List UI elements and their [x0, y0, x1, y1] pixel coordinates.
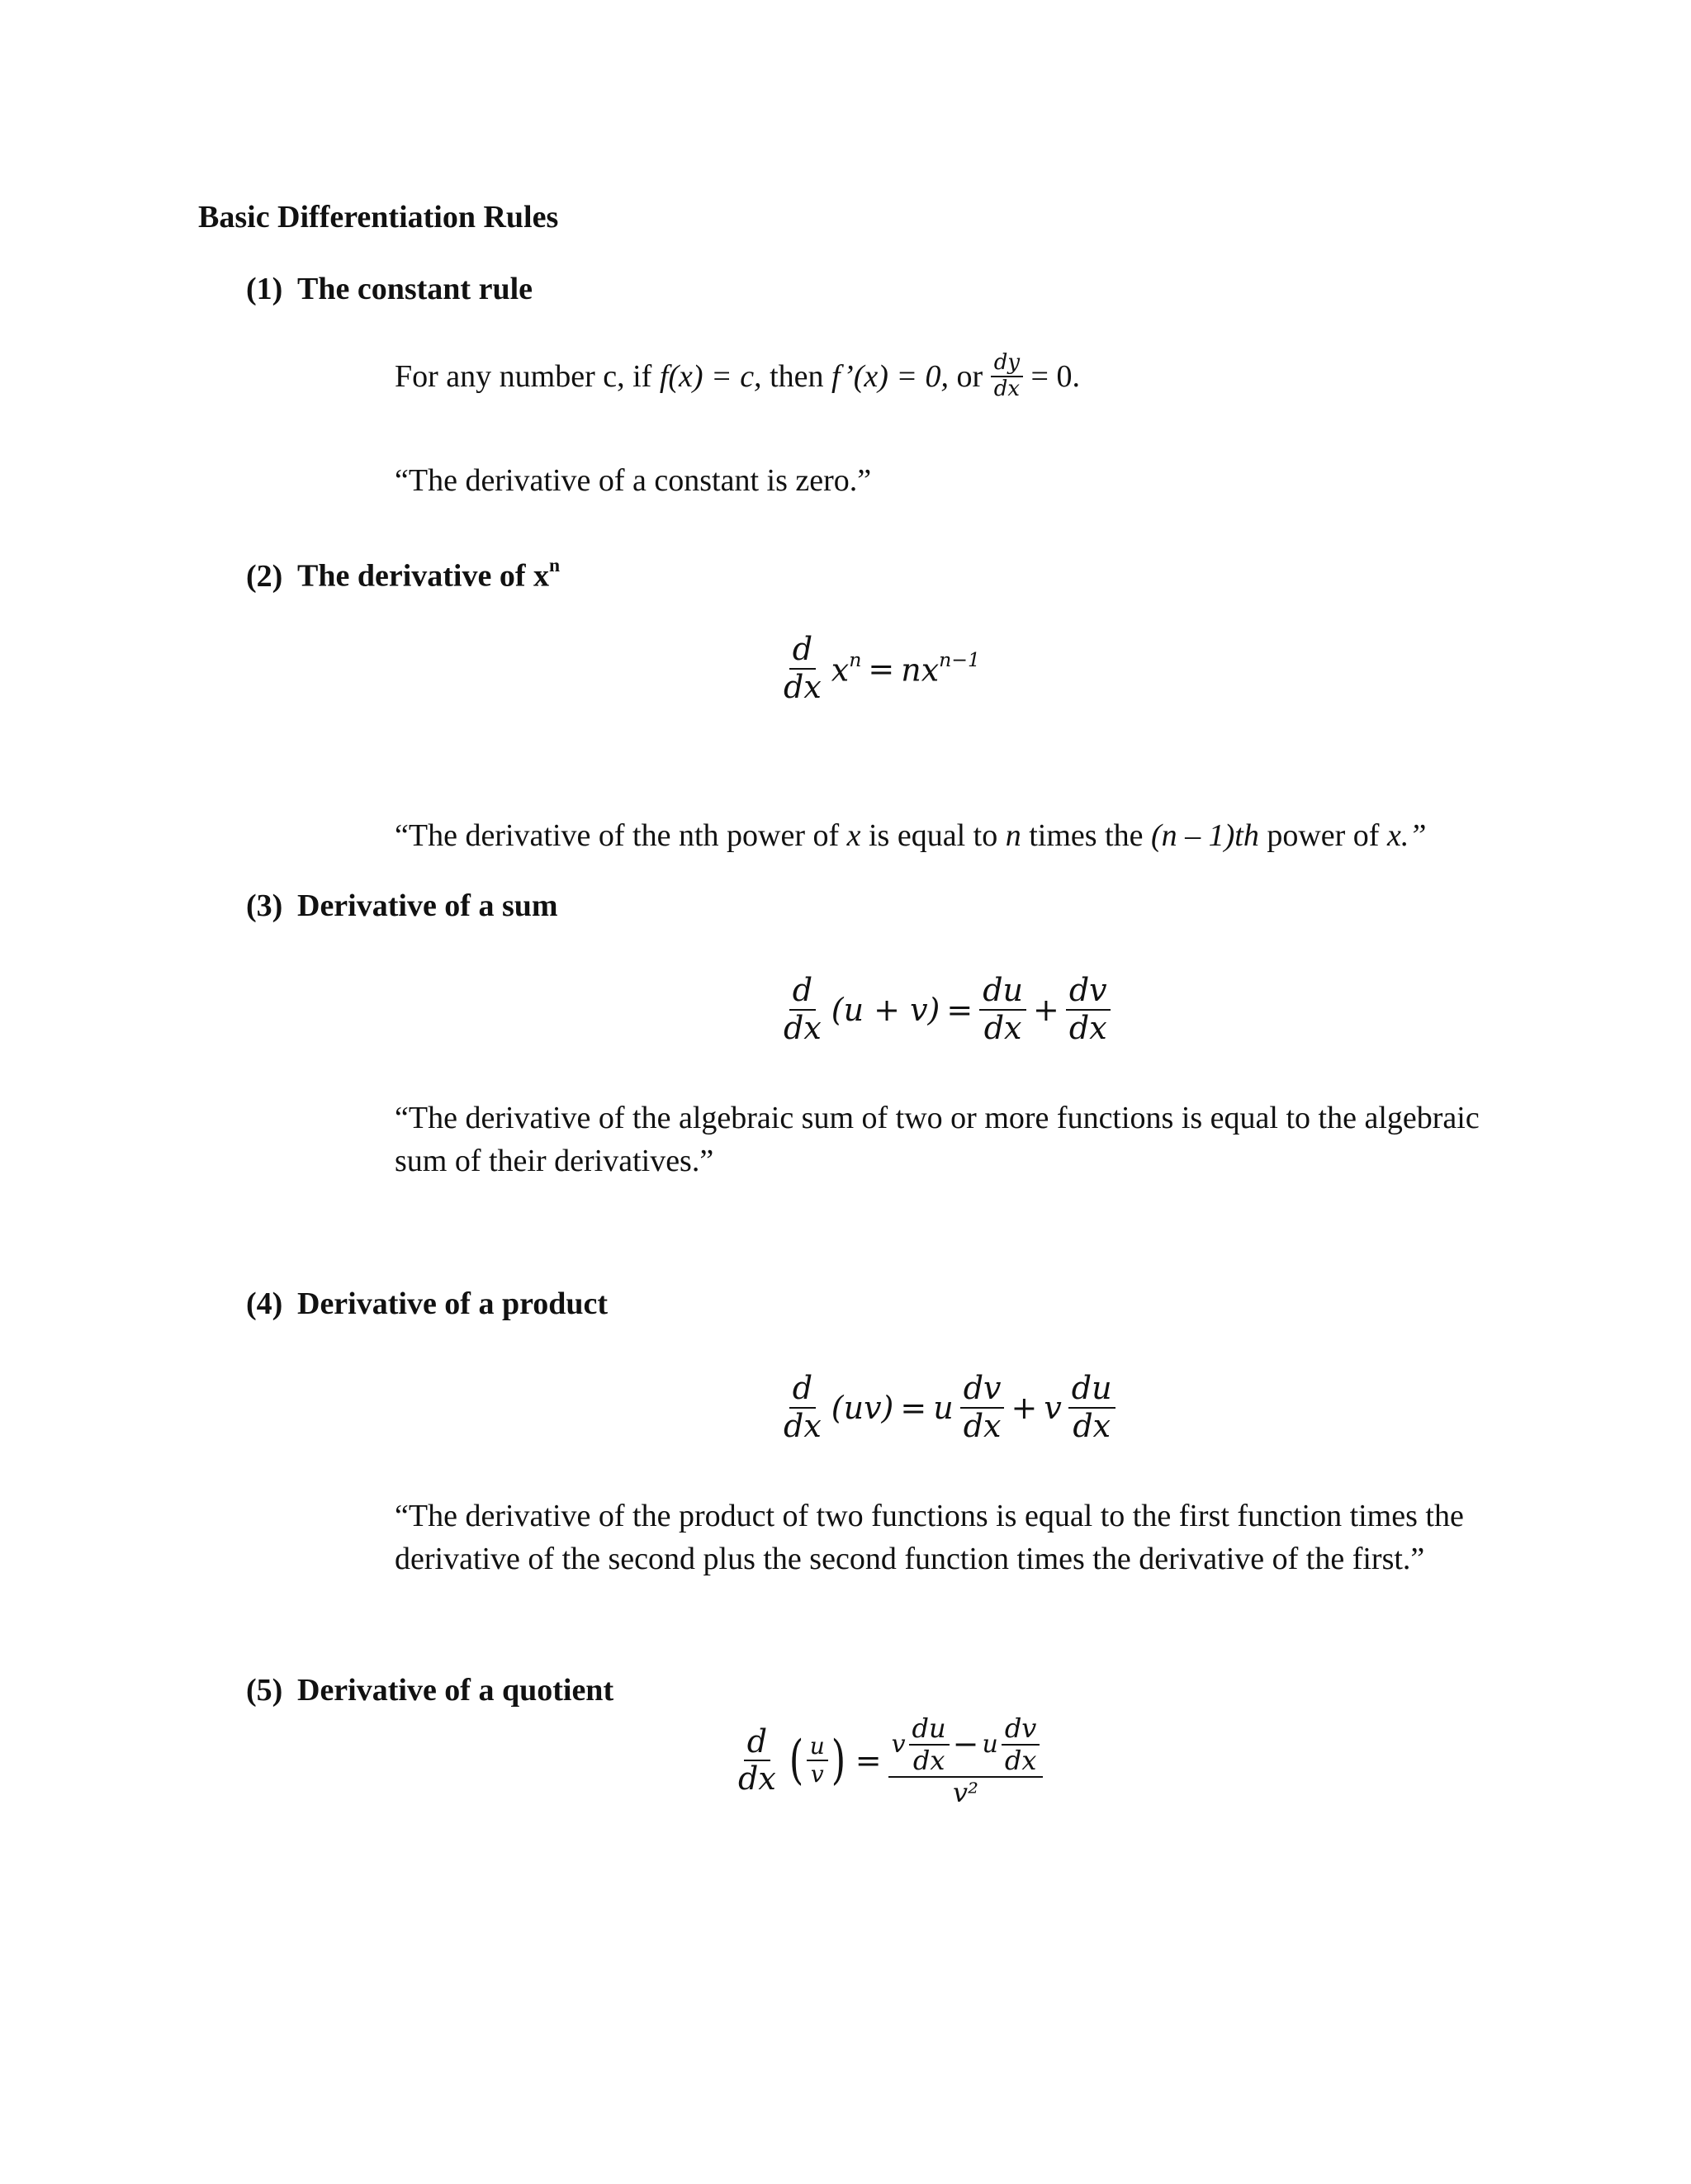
statement-eq-zero: = 0, — [888, 358, 950, 394]
section-2-number: (2) — [246, 558, 283, 594]
quotient-rule-formula — [735, 1713, 1043, 1807]
power-rule-quote: “The derivative of the nth power of x is equal to n times the (n – 1)th power of x.” — [395, 818, 1427, 853]
plus-sign: + — [1033, 991, 1059, 1028]
dv-numerator: dv — [1066, 973, 1111, 1011]
statement-fx: f(x) — [659, 358, 703, 394]
equals-sign: = — [868, 650, 895, 687]
statement-then: then — [761, 358, 831, 394]
quotient-numerator: v $\frac{du}{dx}$ − u $\frac{dv}{dx}$ — [888, 1713, 1044, 1778]
dy-dx-fraction — [991, 351, 1023, 402]
section-2-title-sup: n — [549, 555, 561, 576]
v-denominator: v — [810, 1760, 824, 1788]
product-rule-quote: “The derivative of the product of two functions is equal to the first function times the derivative of the second plus the second function times the derivative of the first.” — [395, 1499, 1464, 1576]
section-3-title: Derivative of a sum — [297, 888, 558, 923]
nx-term: $nx^{n-1}$ — [901, 648, 981, 689]
sum-argument: (u + v) — [831, 991, 940, 1028]
right-paren: ) — [831, 1730, 846, 1792]
page-title: Basic Differentiation Rules — [198, 200, 559, 235]
dx-denominator: dx — [1073, 1407, 1111, 1444]
statement-tail: = 0. — [1023, 358, 1080, 394]
statement-or: or — [949, 358, 991, 394]
section-5-number: (5) — [246, 1673, 283, 1708]
x-exponent: n — [849, 648, 862, 672]
section-4-heading — [246, 1283, 608, 1324]
constant-rule-quote: “The derivative of a constant is zero.” — [395, 463, 872, 498]
d-numerator: d — [789, 632, 816, 670]
quotient-denominator: v² — [953, 1776, 978, 1808]
statement-fprime: f’(x) — [831, 358, 888, 394]
sum-rule-quote: “The derivative of the algebraic sum of two or more functions is equal to the algebraic sum of their derivatives.” — [395, 1101, 1480, 1178]
plus-sign: + — [1011, 1389, 1038, 1426]
statement-lead: For any number c, if — [395, 358, 660, 394]
u-factor: u — [933, 1389, 954, 1426]
u-over-v — [786, 1730, 849, 1792]
equals-sign: = — [855, 1742, 882, 1779]
d-numerator: d — [789, 1371, 816, 1409]
section-5-title: Derivative of a quotient — [297, 1673, 614, 1708]
dx-denominator: dx — [1068, 1009, 1107, 1046]
left-paren: ( — [789, 1730, 803, 1792]
dx-denominator: dx — [784, 1009, 822, 1046]
statement-eq-c: = c, — [703, 358, 762, 394]
product-argument: (uv) — [831, 1389, 894, 1426]
section-2-heading — [246, 545, 560, 597]
du-numerator: du — [1068, 1371, 1115, 1409]
product-rule-formula — [780, 1371, 1115, 1444]
v-factor: v — [1044, 1389, 1062, 1426]
section-1-number: (1) — [246, 272, 283, 306]
x-base: $x^n$ — [831, 648, 862, 689]
dx-denominator: dx — [784, 668, 822, 705]
dy-numerator: dy — [991, 351, 1023, 377]
quotient-rhs — [888, 1713, 1044, 1807]
section-2-title: The derivative of x — [297, 558, 550, 594]
dx-denominator: dx — [983, 1009, 1022, 1046]
equals-sign: = — [900, 1389, 927, 1426]
dx-denominator: dx — [784, 1407, 822, 1444]
section-4-number: (4) — [246, 1286, 283, 1321]
dx-denominator: dx — [738, 1760, 776, 1798]
section-1-title: The constant rule — [297, 272, 533, 306]
u-numerator: u — [807, 1733, 828, 1761]
section-3-heading — [246, 885, 558, 926]
nx-exponent: n−1 — [939, 648, 981, 672]
section-4-title: Derivative of a product — [297, 1286, 609, 1321]
sum-rule-formula — [780, 973, 1111, 1046]
constant-rule-statement — [395, 351, 1080, 402]
dx-denominator: dx — [963, 1407, 1002, 1444]
section-3-number: (3) — [246, 888, 283, 923]
d-numerator: d — [789, 973, 816, 1011]
section-5-heading — [246, 1670, 613, 1711]
equals-sign: = — [946, 991, 973, 1028]
section-1-heading — [246, 268, 533, 310]
du-numerator: du — [979, 973, 1026, 1011]
d-numerator: d — [744, 1724, 770, 1762]
power-rule-formula — [780, 632, 980, 705]
dx-denominator: dx — [993, 376, 1021, 401]
dv-numerator: dv — [960, 1371, 1005, 1409]
